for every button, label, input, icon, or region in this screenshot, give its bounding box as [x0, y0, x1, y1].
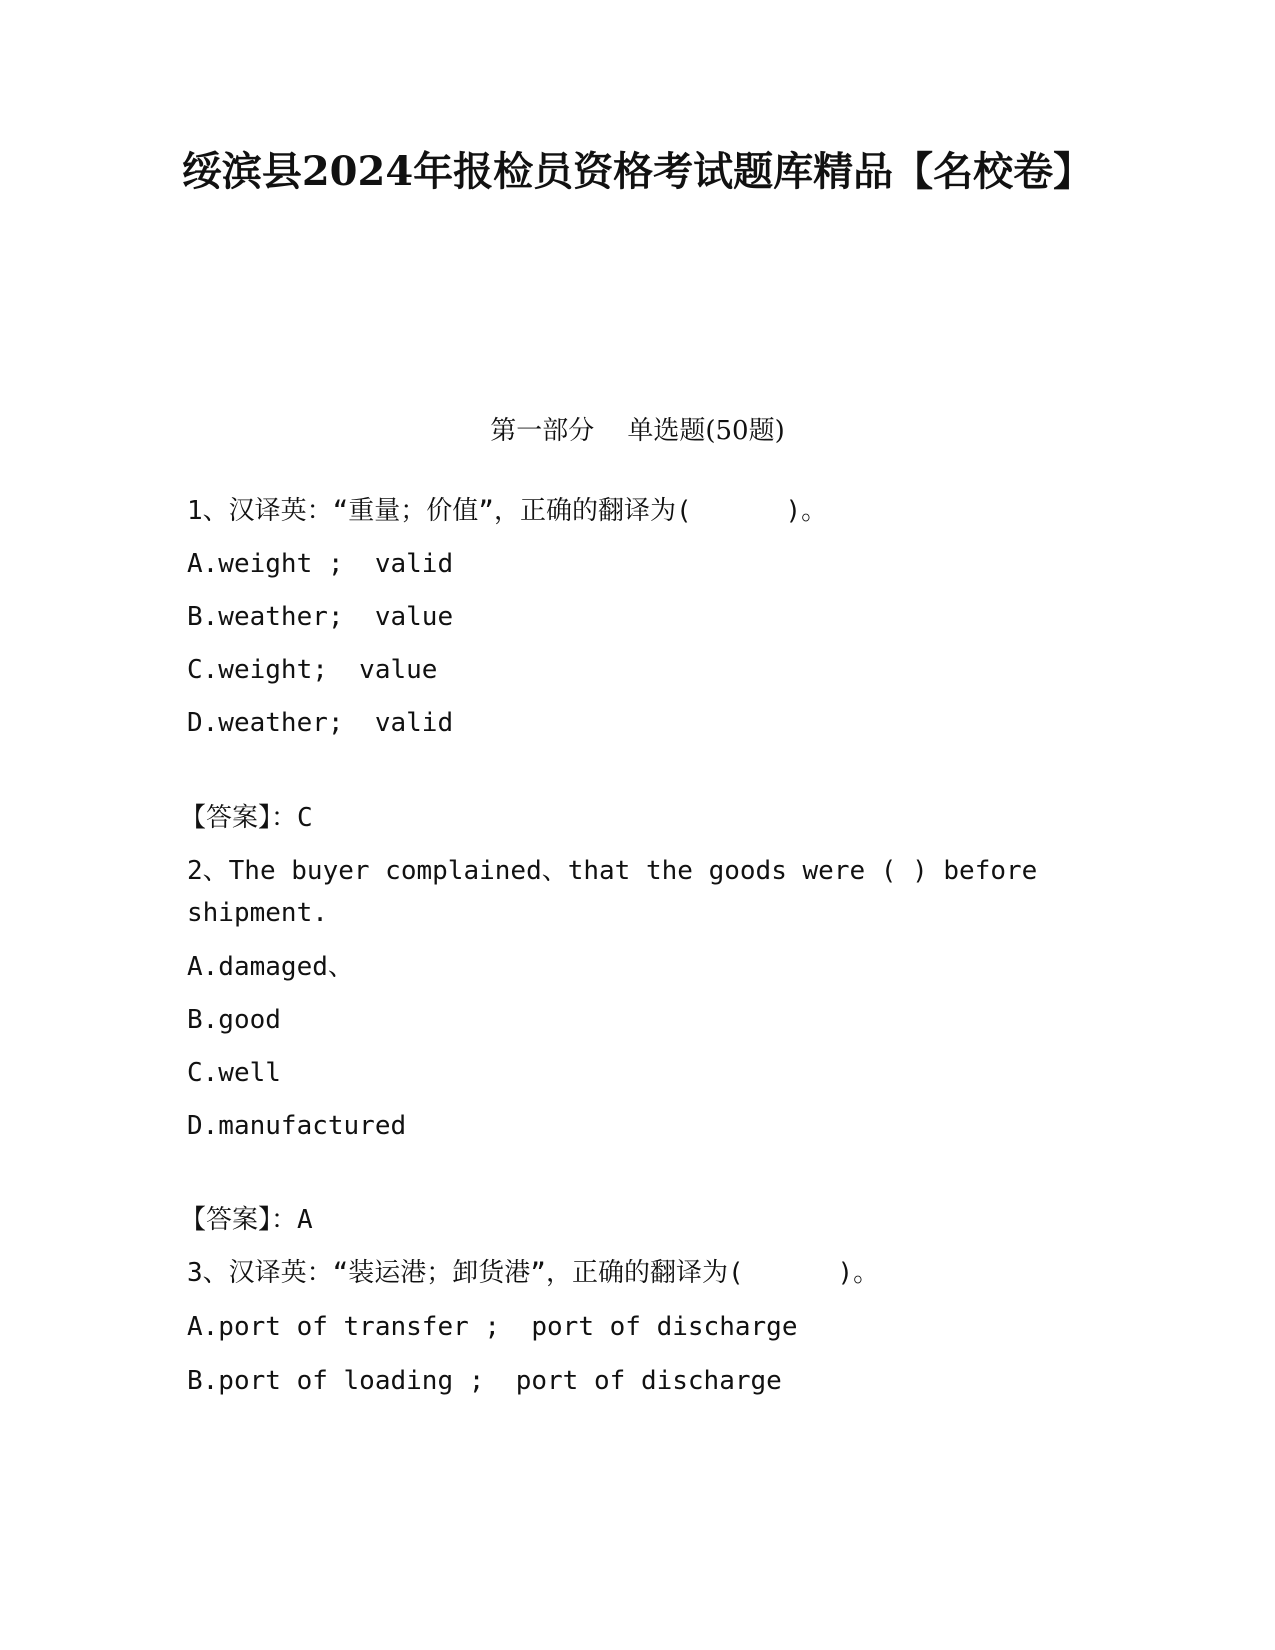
- question-1-option-a: A.weight ; valid: [187, 549, 454, 579]
- section-title: 第一部分 单选题(50题): [490, 416, 785, 446]
- question-1-option-b: B.weather; value: [187, 602, 454, 632]
- question-1-option-d: D.weather; valid: [187, 708, 454, 738]
- question-2-answer: 【答案】：A: [180, 1205, 313, 1235]
- document-title: 绥滨县2024年报检员资格考试题库精品【名校卷】: [181, 148, 1094, 195]
- question-2-option-b: B.good: [187, 1005, 281, 1035]
- question-1-option-c: C.weight; value: [187, 655, 438, 685]
- question-1-answer: 【答案】：C: [180, 803, 313, 833]
- question-3-stem: 3、汉译英：“装运港；卸货港”，正确的翻译为( )。: [187, 1258, 880, 1288]
- question-2-option-d: D.manufactured: [187, 1111, 407, 1141]
- question-3-option-b: B.port of loading ; port of discharge: [187, 1366, 782, 1396]
- question-2-option-c: C.well: [187, 1058, 281, 1088]
- question-2-stem: 2、The buyer complained、that the goods were ( ) before shipment.: [187, 856, 1038, 928]
- question-1-stem: 1、汉译英：“重量；价值”，正确的翻译为( )。: [187, 496, 828, 526]
- question-3-option-a: A.port of transfer ; port of discharge: [187, 1312, 798, 1342]
- question-2-option-a: A.damaged、: [187, 952, 354, 982]
